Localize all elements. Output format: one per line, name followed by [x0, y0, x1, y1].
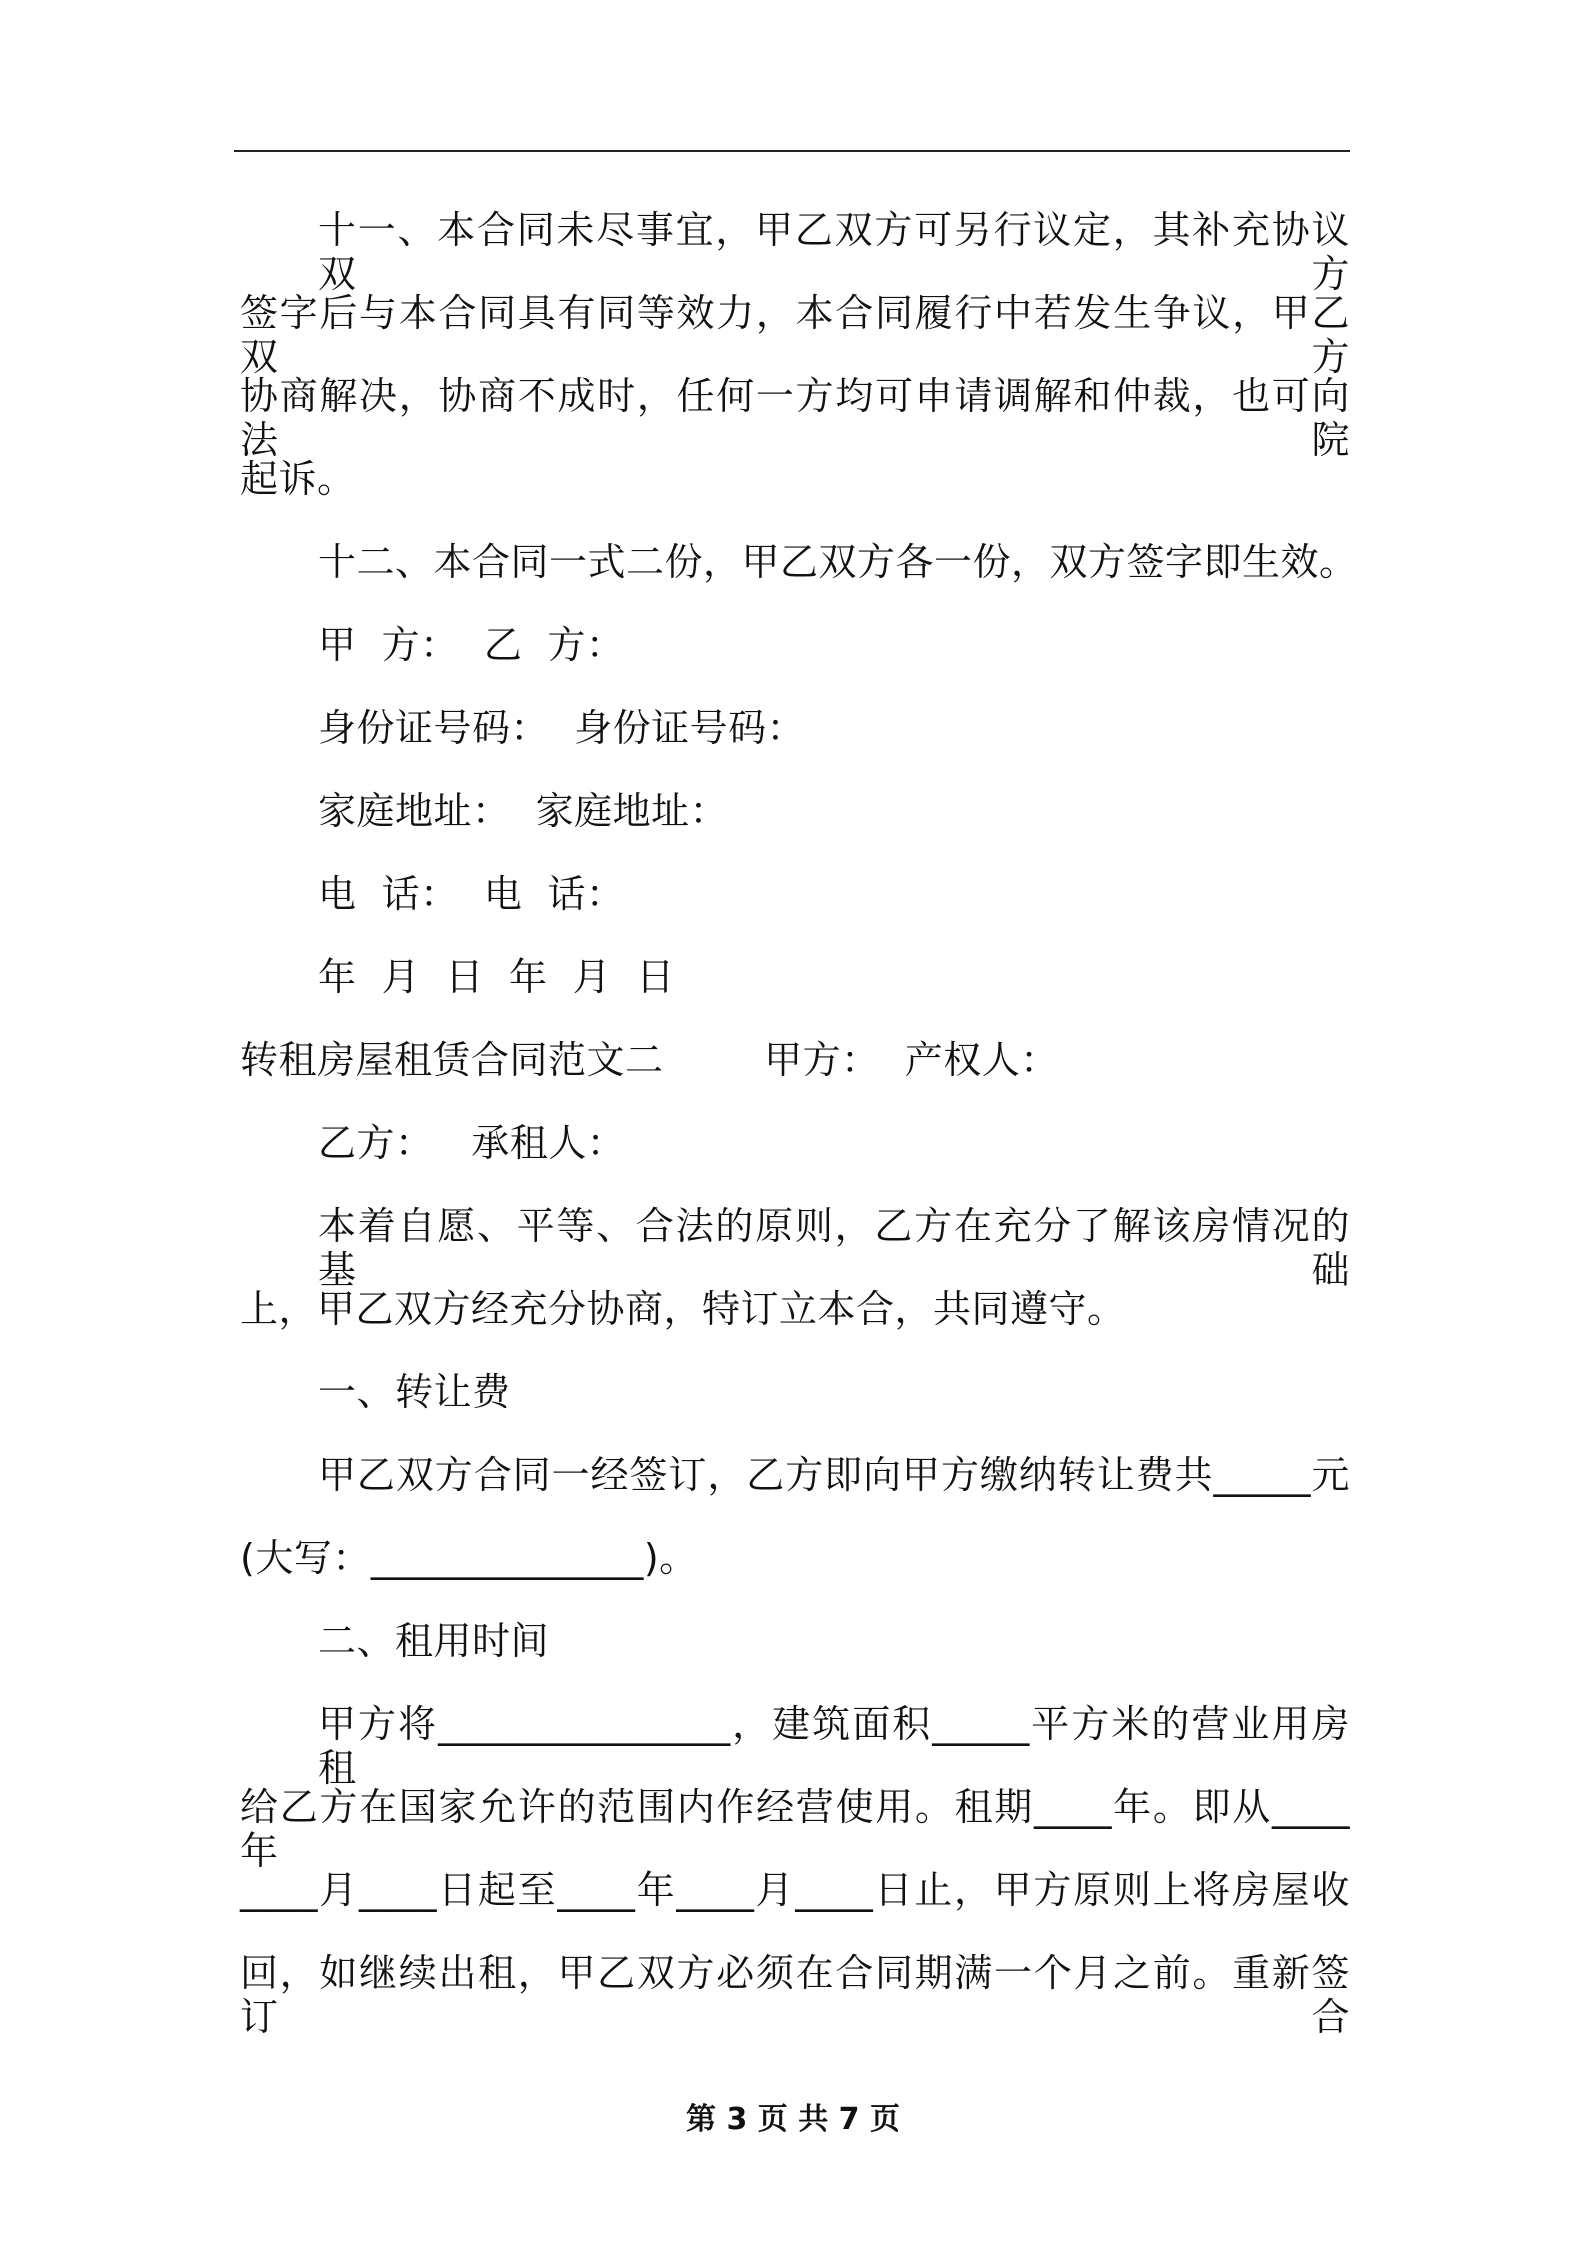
section-2-line-1: 甲方将_______________，建筑面积_____平方米的营业用房租	[318, 1702, 1350, 1790]
contract-2-title-line: 转租房屋租赁合同范文二 甲方： 产权人：	[240, 1038, 1059, 1082]
clause-12: 十二、本合同一式二份，甲乙双方各一份，双方签字即生效。	[318, 540, 1358, 584]
clause-11-line-3: 协商解决，协商不成时，任何一方均可申请调解和仲裁，也可向法院	[240, 374, 1350, 462]
clause-11-line-2: 签字后与本合同具有同等效力，本合同履行中若发生争议，甲乙双方	[240, 291, 1350, 379]
clause-11-line-1: 十一、本合同未尽事宜，甲乙双方可另行议定，其补充协议双方	[318, 208, 1350, 296]
header-rule	[234, 150, 1350, 152]
signature-party-line: 甲 方： 乙 方：	[318, 623, 625, 667]
section-2-line-2: 给乙方在国家允许的范围内作经营使用。租期____年。即从____年	[240, 1785, 1350, 1873]
clause-11-line-4: 起诉。	[240, 457, 356, 501]
section-1-line-2: (大写：______________)。	[240, 1536, 698, 1580]
signature-phone-line: 电 话： 电 话：	[318, 872, 625, 916]
signature-id-line: 身份证号码： 身份证号码：	[318, 706, 806, 750]
signature-date-line: 年 月 日 年 月 日	[318, 955, 675, 999]
section-1-line-1: 甲乙双方合同一经签订，乙方即向甲方缴纳转让费共_____元	[318, 1453, 1350, 1497]
signature-address-line: 家庭地址： 家庭地址：	[318, 789, 729, 833]
section-2-line-4: 回，如继续出租，甲乙双方必须在合同期满一个月之前。重新签订合	[240, 1951, 1350, 2039]
preamble-line-1: 本着自愿、平等、合法的原则，乙方在充分了解该房情况的基础	[318, 1204, 1350, 1292]
page-footer: 第 3 页 共 7 页	[686, 2102, 900, 2137]
preamble-line-2: 上，甲乙双方经充分协商，特订立本合，共同遵守。	[240, 1287, 1126, 1331]
section-2-line-3: ____月____日起至____年____月____日止，甲方原则上将房屋收	[240, 1868, 1350, 1912]
section-2-heading: 二、租用时间	[318, 1619, 550, 1663]
section-1-heading: 一、转让费	[318, 1370, 511, 1414]
party-b-line: 乙方： 承租人：	[318, 1121, 626, 1165]
